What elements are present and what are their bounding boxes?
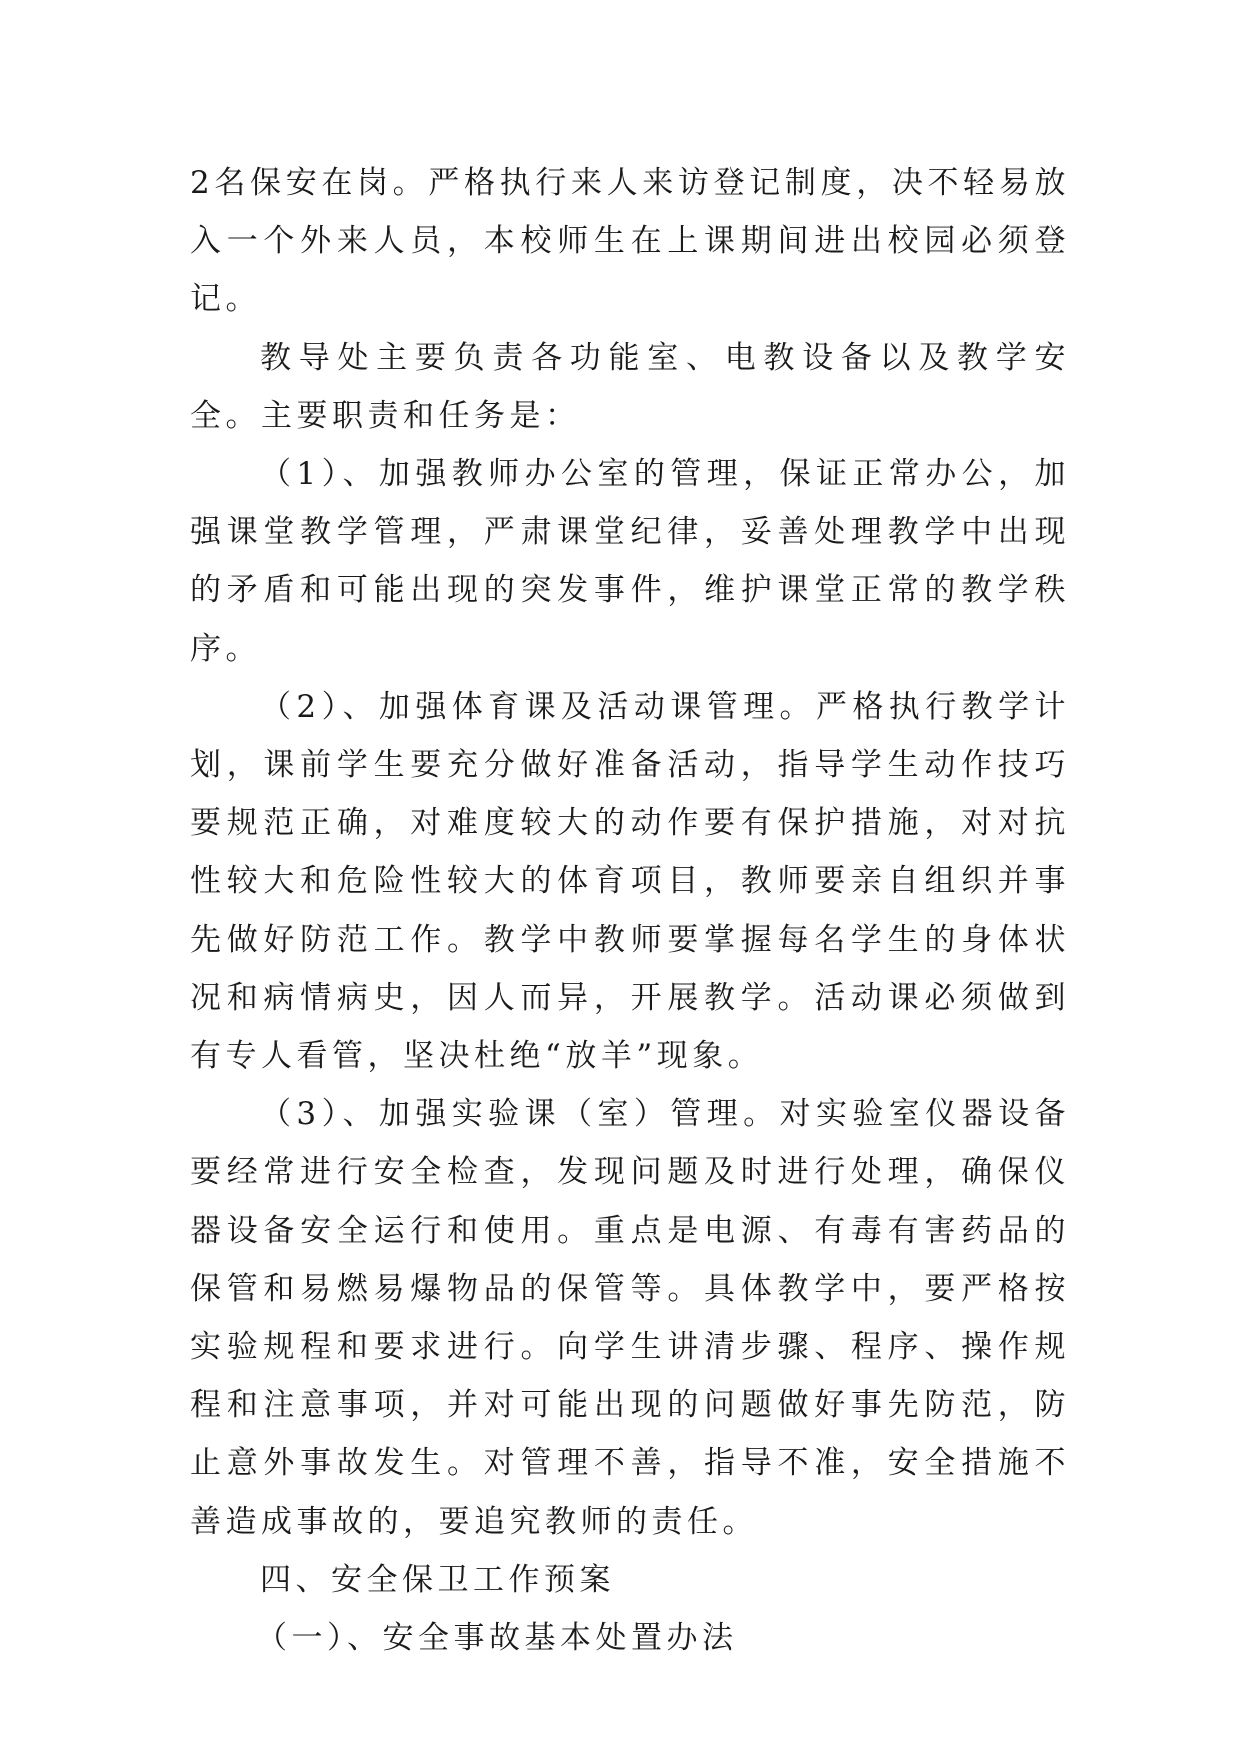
paragraph-item-2-pe-management: （2）、加强体育课及活动课管理。严格执行教学计划，课前学生要充分做好准备活动，指导学生动作技巧要规范正确，对难度较大的动作要有保护措施，对对抗性较大和危险性较大的体育项目，教师要亲自组织并事先做好防范工作。教学中教师要掌握每名学生的身体状况和病情病史，因人而异，开展教学。活动课必须做到有专人看管，坚决杜绝“放羊”现象。 xyxy=(190,688,1070,1075)
paragraph-security-guards: 2名保安在岗。严格执行来人来访登记制度，决不轻易放入一个外来人员，本校师生在上课期间进出校园必须登记。 xyxy=(190,165,1070,318)
paragraph-teaching-office-duties: 教导处主要负责各功能室、电教设备以及教学安全。主要职责和任务是： xyxy=(190,339,1070,434)
paragraph-item-3-lab-management: （3）、加强实验课（室）管理。对实验室仪器设备要经常进行安全检查，发现问题及时进行处理，确保仪器设备安全运行和使用。重点是电源、有毒有害药品的保管和易燃易爆物品的保管等。具体教学中，要严格按实验规程和要求进行。向学生讲清步骤、程序、操作规程和注意事项，并对可能出现的问题做好事先防范，防止意外事故发生。对管理不善，指导不准，安全措施不善造成事故的，要追究教师的责任。 xyxy=(190,1096,1070,1540)
paragraph-item-1-office-management: （1）、加强教师办公室的管理，保证正常办公，加强课堂教学管理，严肃课堂纪律，妥善处理教学中出现的矛盾和可能出现的突发事件，维护课堂正常的教学秩序。 xyxy=(190,456,1070,667)
section-heading: 四、安全保卫工作预案 xyxy=(260,1561,615,1598)
subsection-heading: （一）、安全事故基本处置办法 xyxy=(256,1620,738,1657)
document-body xyxy=(190,154,1070,1667)
